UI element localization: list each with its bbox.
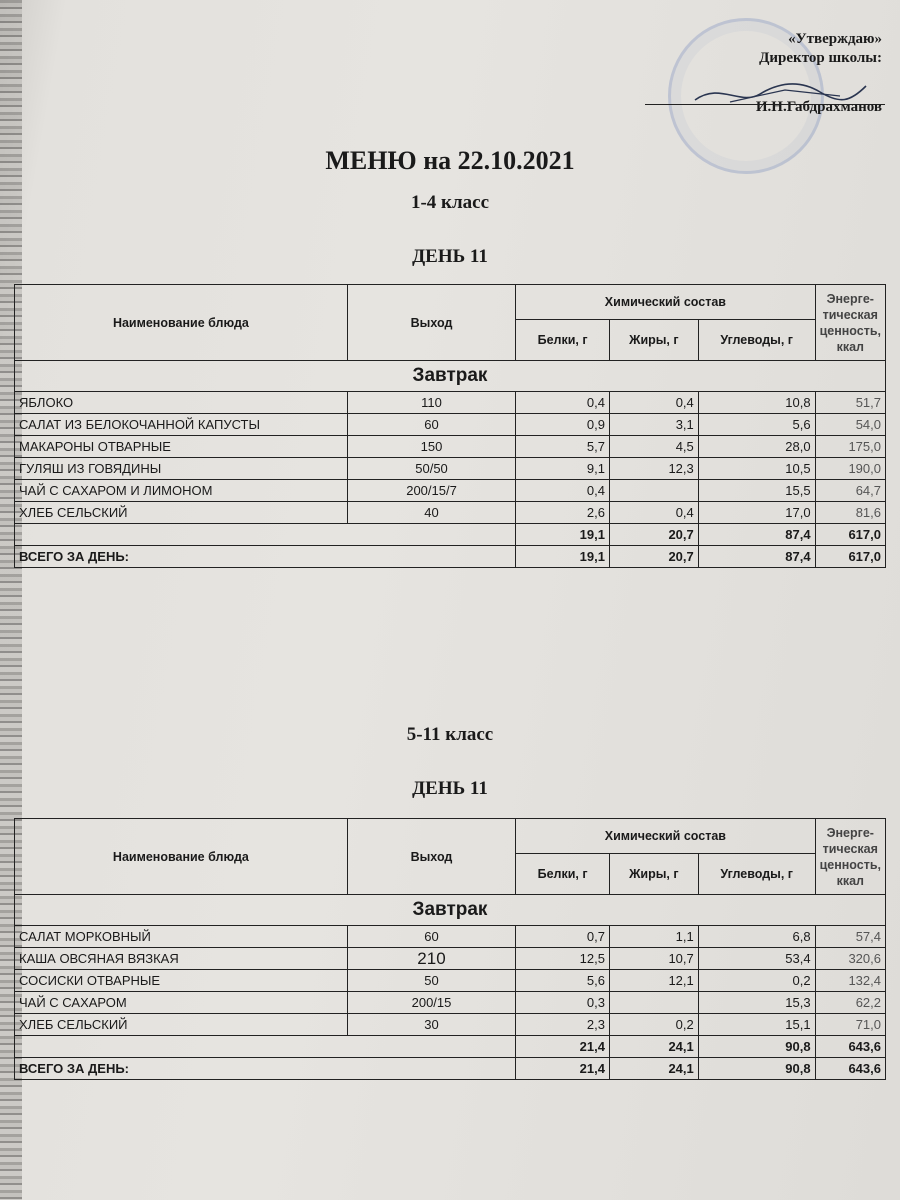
dish-name: МАКАРОНЫ ОТВАРНЫЕ <box>15 436 348 458</box>
dish-fat: 12,1 <box>609 970 698 992</box>
dish-output: 200/15/7 <box>347 480 515 502</box>
subtotal-row <box>15 524 886 546</box>
header-name: Наименование блюда <box>15 285 348 361</box>
dish-output: 50 <box>347 970 515 992</box>
dish-name: ЧАЙ С САХАРОМ <box>15 992 348 1014</box>
header-energy: Энерге-тическая ценность, ккал <box>815 819 885 895</box>
subtotal-fat: 20,7 <box>609 524 698 546</box>
menu-table-2 <box>14 818 886 1080</box>
dish-output: 200/15 <box>347 992 515 1014</box>
total-row <box>15 1058 886 1080</box>
total-energy: 643,6 <box>815 1058 885 1080</box>
dish-energy: 175,0 <box>815 436 885 458</box>
table-row <box>15 926 886 948</box>
table-row <box>15 1014 886 1036</box>
dish-protein: 12,5 <box>516 948 610 970</box>
dish-protein: 0,9 <box>516 414 610 436</box>
header-name: Наименование блюда <box>15 819 348 895</box>
header-carbs: Углеводы, г <box>698 854 815 895</box>
header-protein: Белки, г <box>516 320 610 361</box>
subtotal-protein: 21,4 <box>516 1036 610 1058</box>
dish-energy: 62,2 <box>815 992 885 1014</box>
table-row <box>15 502 886 524</box>
header-carbs: Углеводы, г <box>698 320 815 361</box>
subtotal-row <box>15 1036 886 1058</box>
dish-protein: 0,4 <box>516 392 610 414</box>
dish-energy: 81,6 <box>815 502 885 524</box>
dish-name: ЯБЛОКО <box>15 392 348 414</box>
signature-line <box>645 104 885 105</box>
day-label-2: ДЕНЬ 11 <box>412 778 488 799</box>
subtotal-energy: 643,6 <box>815 1036 885 1058</box>
dish-fat: 0,4 <box>609 392 698 414</box>
dish-carbs: 5,6 <box>698 414 815 436</box>
dish-energy: 57,4 <box>815 926 885 948</box>
dish-carbs: 17,0 <box>698 502 815 524</box>
dish-fat: 0,4 <box>609 502 698 524</box>
dish-protein: 0,4 <box>516 480 610 502</box>
dish-protein: 9,1 <box>516 458 610 480</box>
day-label-1: ДЕНЬ 11 <box>412 246 488 267</box>
dish-fat: 4,5 <box>609 436 698 458</box>
dish-protein: 0,7 <box>516 926 610 948</box>
dish-carbs: 15,5 <box>698 480 815 502</box>
menu-table-1 <box>14 284 886 568</box>
subtotal-energy: 617,0 <box>815 524 885 546</box>
total-carbs: 87,4 <box>698 546 815 568</box>
table-row <box>15 970 886 992</box>
dish-output: 40 <box>347 502 515 524</box>
table-row <box>15 414 886 436</box>
class-label-1: 1-4 класс <box>410 192 490 213</box>
approval-line-2: Директор школы: <box>759 50 882 66</box>
dish-carbs: 0,2 <box>698 970 815 992</box>
dish-output: 60 <box>347 926 515 948</box>
page-title: МЕНЮ на 22.10.2021 <box>325 146 575 175</box>
dish-name: ХЛЕБ СЕЛЬСКИЙ <box>15 502 348 524</box>
dish-output: 110 <box>347 392 515 414</box>
dish-carbs: 15,1 <box>698 1014 815 1036</box>
table-row <box>15 458 886 480</box>
meal-label-1: Завтрак <box>15 361 886 392</box>
dish-fat <box>609 480 698 502</box>
class-label-2: 5-11 класс <box>406 724 494 745</box>
header-chem: Химический состав <box>516 819 815 854</box>
subtotal-label <box>15 1036 516 1058</box>
dish-protein: 2,3 <box>516 1014 610 1036</box>
header-fat: Жиры, г <box>609 320 698 361</box>
dish-name: САЛАТ МОРКОВНЫЙ <box>15 926 348 948</box>
dish-carbs: 6,8 <box>698 926 815 948</box>
dish-name: СОСИСКИ ОТВАРНЫЕ <box>15 970 348 992</box>
table-row <box>15 992 886 1014</box>
dish-protein: 5,7 <box>516 436 610 458</box>
subtotal-protein: 19,1 <box>516 524 610 546</box>
dish-fat <box>609 992 698 1014</box>
total-energy: 617,0 <box>815 546 885 568</box>
dish-output: 60 <box>347 414 515 436</box>
total-protein: 19,1 <box>516 546 610 568</box>
dish-energy: 190,0 <box>815 458 885 480</box>
subtotal-carbs: 87,4 <box>698 524 815 546</box>
header-output: Выход <box>347 285 515 361</box>
subtotal-carbs: 90,8 <box>698 1036 815 1058</box>
dish-energy: 64,7 <box>815 480 885 502</box>
dish-carbs: 28,0 <box>698 436 815 458</box>
dish-protein: 2,6 <box>516 502 610 524</box>
dish-protein: 0,3 <box>516 992 610 1014</box>
dish-name: САЛАТ ИЗ БЕЛОКОЧАННОЙ КАПУСТЫ <box>15 414 348 436</box>
table-row <box>15 948 886 970</box>
subtotal-label <box>15 524 516 546</box>
table-row <box>15 436 886 458</box>
header-fat: Жиры, г <box>609 854 698 895</box>
total-label: ВСЕГО ЗА ДЕНЬ: <box>15 546 516 568</box>
dish-energy: 71,0 <box>815 1014 885 1036</box>
dish-energy: 51,7 <box>815 392 885 414</box>
dish-carbs: 10,8 <box>698 392 815 414</box>
dish-fat: 10,7 <box>609 948 698 970</box>
dish-output: 30 <box>347 1014 515 1036</box>
table-row <box>15 480 886 502</box>
dish-protein: 5,6 <box>516 970 610 992</box>
subtotal-fat: 24,1 <box>609 1036 698 1058</box>
dish-energy: 320,6 <box>815 948 885 970</box>
dish-output: 50/50 <box>347 458 515 480</box>
dish-name: ХЛЕБ СЕЛЬСКИЙ <box>15 1014 348 1036</box>
dish-fat: 12,3 <box>609 458 698 480</box>
dish-fat: 1,1 <box>609 926 698 948</box>
header-output: Выход <box>347 819 515 895</box>
header-chem: Химический состав <box>516 285 815 320</box>
header-protein: Белки, г <box>516 854 610 895</box>
total-protein: 21,4 <box>516 1058 610 1080</box>
dish-output: 150 <box>347 436 515 458</box>
dish-energy: 54,0 <box>815 414 885 436</box>
total-fat: 24,1 <box>609 1058 698 1080</box>
director-name: И.Н.Габдрахманов <box>755 99 882 115</box>
total-label: ВСЕГО ЗА ДЕНЬ: <box>15 1058 516 1080</box>
meal-label-2: Завтрак <box>15 895 886 926</box>
dish-name: ГУЛЯШ ИЗ ГОВЯДИНЫ <box>15 458 348 480</box>
dish-fat: 0,2 <box>609 1014 698 1036</box>
approval-line-1: «Утверждаю» <box>788 31 882 47</box>
dish-output: 210 <box>347 948 515 970</box>
dish-name: ЧАЙ С САХАРОМ И ЛИМОНОМ <box>15 480 348 502</box>
table-row <box>15 392 886 414</box>
dish-energy: 132,4 <box>815 970 885 992</box>
dish-fat: 3,1 <box>609 414 698 436</box>
dish-name: КАША ОВСЯНАЯ ВЯЗКАЯ <box>15 948 348 970</box>
total-row <box>15 546 886 568</box>
total-carbs: 90,8 <box>698 1058 815 1080</box>
dish-carbs: 10,5 <box>698 458 815 480</box>
header-energy: Энерге-тическая ценность, ккал <box>815 285 885 361</box>
dish-carbs: 53,4 <box>698 948 815 970</box>
total-fat: 20,7 <box>609 546 698 568</box>
dish-carbs: 15,3 <box>698 992 815 1014</box>
